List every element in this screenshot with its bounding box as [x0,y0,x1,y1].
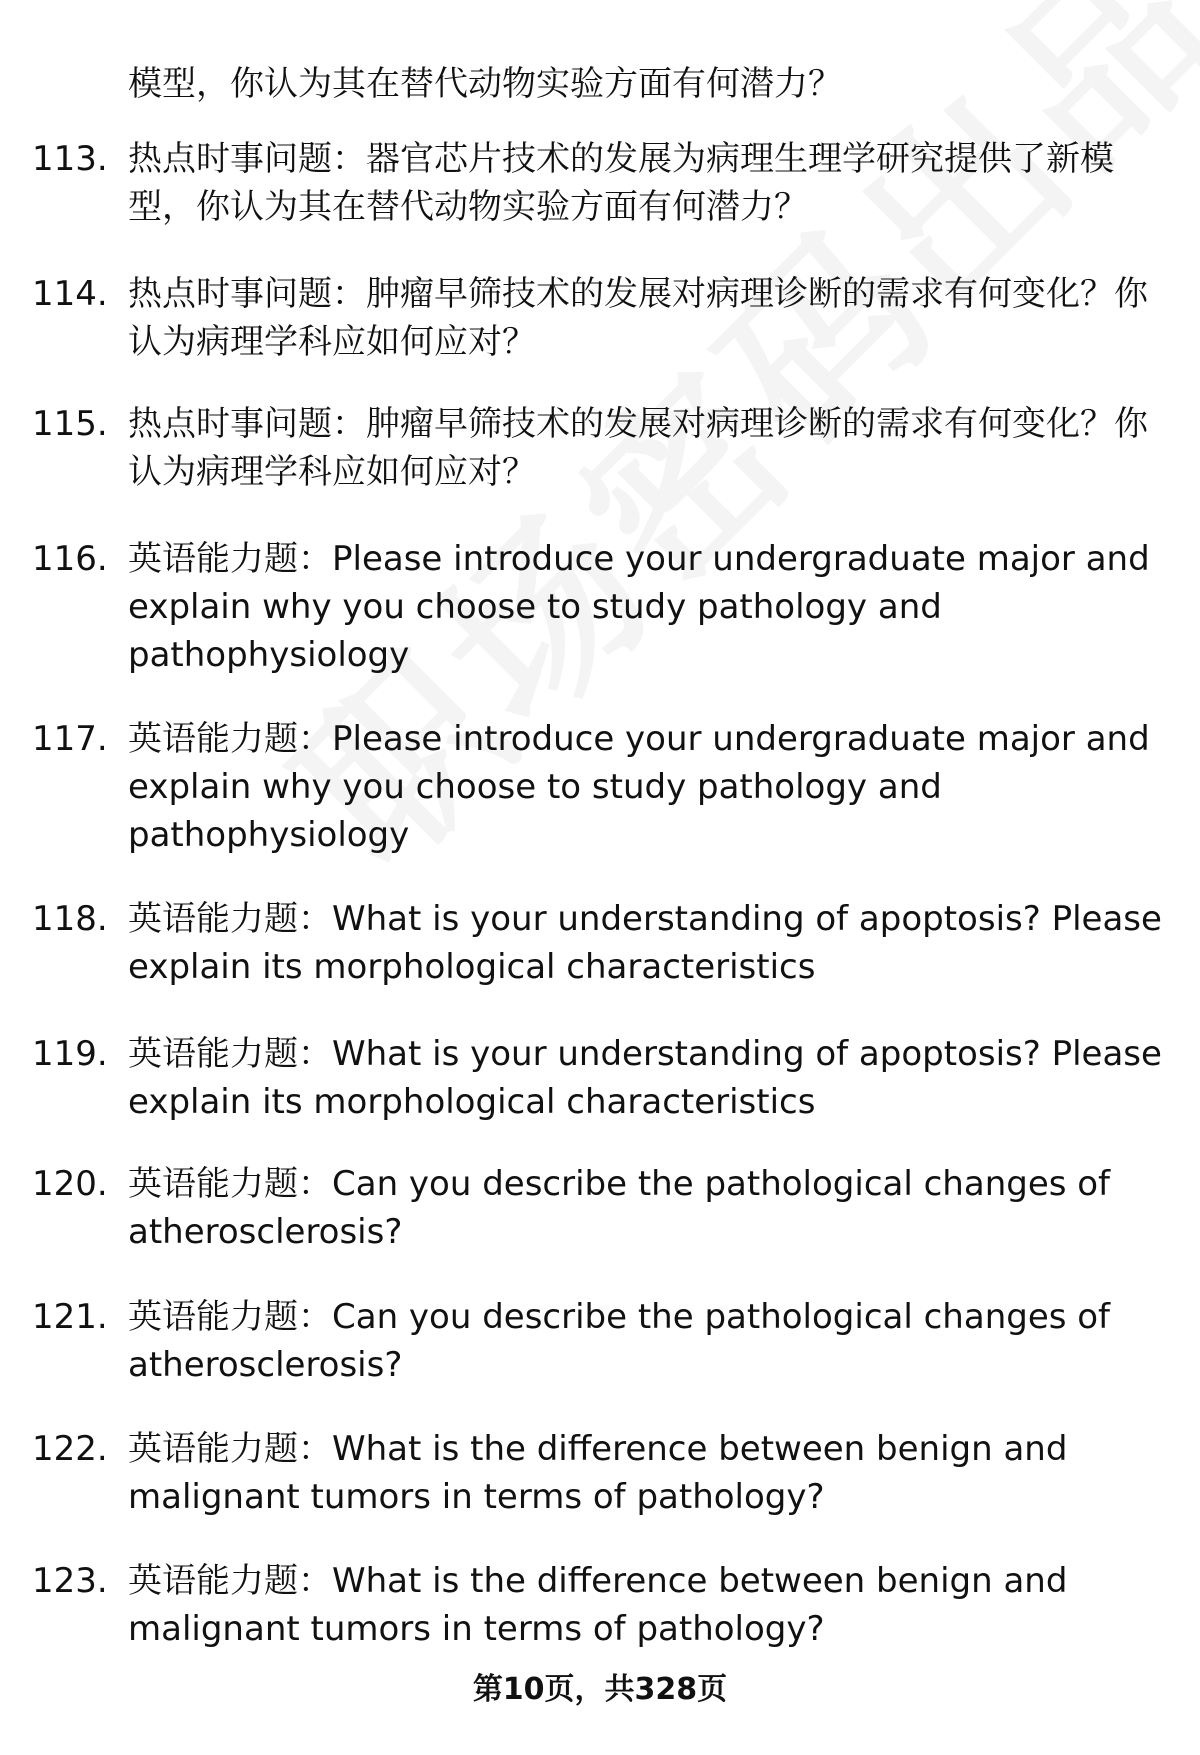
list-item [32,535,1172,679]
item-number: 117. [32,719,108,759]
item-number: 116. [32,539,108,579]
item-number: 114. [32,274,108,314]
item-number: 123. [32,1561,108,1601]
list-item [32,1425,1172,1521]
list-item [32,715,1172,859]
item-number: 120. [32,1164,108,1204]
list-item [32,1160,1172,1256]
item-text: 英语能力题：What is the difference between benign and malignant tumors in terms of pathology? [128,1561,1068,1649]
item-text: 热点时事问题：肿瘤早筛技术的发展对病理诊断的需求有何变化？你认为病理学科应如何应对？ [128,274,1148,362]
item-number: 119. [32,1034,108,1074]
list-item [32,1557,1172,1653]
list-item [32,400,1172,496]
item-text: 英语能力题：Please introduce your undergraduate major and explain why you choose to study pathology and pathophysiology [128,539,1150,675]
item-number: 113. [32,139,108,179]
list-item [32,135,1172,231]
item-number: 118. [32,899,108,939]
continuation-text: 模型，你认为其在替代动物实验方面有何潜力？ [128,64,842,104]
page-footer: 第10页，共328页 [472,1672,728,1707]
item-text: 英语能力题：What is the difference between benign and malignant tumors in terms of pathology? [128,1429,1068,1517]
list-item [32,1030,1172,1126]
item-number: 115. [32,404,108,444]
list-item [32,1293,1172,1389]
item-text: 热点时事问题：肿瘤早筛技术的发展对病理诊断的需求有何变化？你认为病理学科应如何应对？ [128,404,1148,492]
list-item [32,270,1172,366]
item-text: 英语能力题：Can you describe the pathological changes of atherosclerosis? [128,1297,1111,1385]
item-number: 122. [32,1429,108,1469]
item-text: 英语能力题：What is your understanding of apoptosis? Please explain its morphological characteristics [128,899,1162,987]
item-text: 热点时事问题：器官芯片技术的发展为病理生理学研究提供了新模型，你认为其在替代动物实验方面有何潜力？ [128,139,1114,227]
item-text: 英语能力题：Please introduce your undergraduate major and explain why you choose to study pathology and pathophysiology [128,719,1150,855]
item-text: 英语能力题：Can you describe the pathological changes of atherosclerosis? [128,1164,1111,1252]
item-number: 121. [32,1297,108,1337]
item-text: 英语能力题：What is your understanding of apoptosis? Please explain its morphological characteristics [128,1034,1162,1122]
list-item [32,895,1172,991]
